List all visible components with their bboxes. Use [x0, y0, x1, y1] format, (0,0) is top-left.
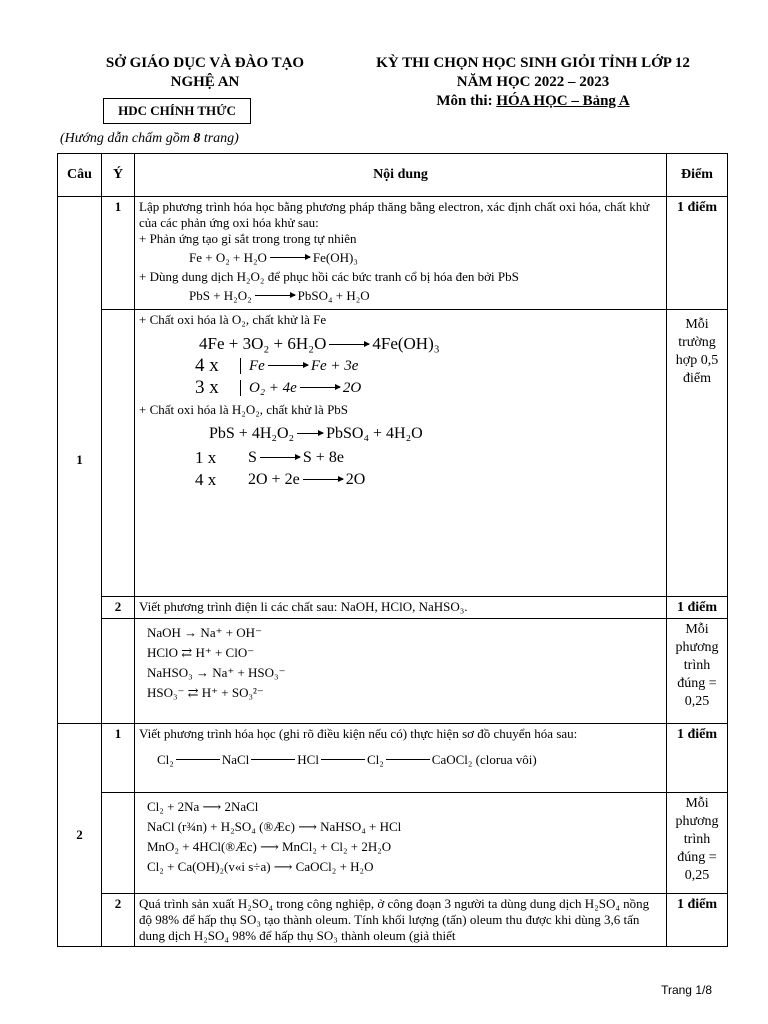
chain-item: CaOCl₂ (clorua vôi) — [431, 752, 537, 767]
arrow-icon — [303, 479, 343, 480]
half-reaction-eq — [240, 450, 344, 466]
chain-item: NaCl — [221, 752, 250, 767]
equation: HSO₃⁻ ⇄ H⁺ + SO₃²⁻ — [147, 685, 264, 700]
chain-item: Cl₂ — [366, 752, 384, 767]
chain-item: HCl — [297, 752, 319, 767]
subject-value: HÓA HỌC – Bảng A — [496, 93, 630, 109]
half-left: 2O + 2e — [248, 471, 300, 488]
half-reaction-eq — [240, 472, 365, 488]
answer-text: + Chất oxi hóa là O₂, chất khử là Fe — [139, 312, 327, 327]
score-cell — [667, 619, 728, 724]
arrow-icon — [251, 759, 295, 760]
half-right: S + 8e — [302, 449, 344, 466]
table-row — [58, 619, 728, 724]
subject-line — [338, 92, 728, 111]
arrow-icon — [300, 387, 340, 388]
equation-right: PbSO₄ + 4H₂O — [326, 425, 423, 442]
half-right: 2O — [342, 380, 362, 396]
arrow-icon — [270, 257, 310, 258]
table-row — [58, 597, 728, 619]
multiplier: 1 x — [195, 448, 217, 467]
part-number: 1 — [102, 197, 135, 310]
equation — [139, 336, 662, 352]
bullet-text: + Dùng dung dịch H₂O₂ để phục hồi các bức tranh cổ bị hóa đen bởi PbS — [139, 269, 519, 284]
equation: HClO ⇄ H⁺ + ClO⁻ — [147, 645, 255, 660]
half-right: 2O — [345, 471, 366, 488]
question-content — [135, 894, 667, 947]
question-text: Viết phương trình điện li các chất sau: NaOH, HClO, NaHSO₃. — [139, 599, 468, 614]
conversion-chain — [139, 752, 662, 768]
equation: NaHSO₃ → Na⁺ + HSO₃⁻ — [147, 665, 286, 680]
question-text: Lập phương trình hóa học bằng phương pháp thăng bằng electron, xác định chất oxi hóa, chất khử của các phản ứng oxi hóa khử sau: — [139, 199, 650, 230]
table-row — [58, 197, 728, 310]
equation-right: 4Fe(OH)₃ — [372, 334, 440, 353]
bullet-text: + Phản ứng tạo gỉ sắt trong trong tự nhiên — [139, 231, 357, 246]
multiplier: 4 x — [195, 470, 217, 489]
score-value: Mỗi phương trình đúng = 0,25 — [675, 622, 719, 709]
multiplier: 4 x — [195, 355, 219, 376]
half-left: S — [248, 449, 257, 466]
part-number-empty — [102, 793, 135, 894]
exam-title: KỲ THI CHỌN HỌC SINH GIỎI TỈNH LỚP 12 — [376, 55, 690, 71]
equation-left: PbS + 4H₂O₂ — [209, 425, 295, 442]
answer-content — [135, 310, 667, 597]
question-content — [135, 197, 667, 310]
equation-left: 4Fe + 3O₂ + 6H₂O — [199, 334, 327, 353]
half-reaction — [139, 472, 662, 488]
official-guide-box: HDC CHÍNH THỨC — [103, 98, 251, 124]
half-reaction — [139, 450, 662, 466]
half-reaction — [139, 377, 662, 398]
score-value: Mỗi trường hợp 0,5 điểm — [675, 317, 719, 386]
exam-title-block — [338, 54, 728, 111]
score-value: 1 điểm — [676, 600, 718, 615]
table-header-row — [58, 154, 728, 197]
equation — [139, 250, 662, 266]
table-row — [58, 894, 728, 947]
question-content — [135, 724, 667, 793]
arrow-icon — [255, 295, 295, 296]
col-header-score: Điểm — [667, 154, 728, 197]
part-number: 2 — [102, 894, 135, 947]
half-left: Fe — [249, 358, 265, 374]
guide-note-pre: (Hướng dẫn chấm gồm — [60, 131, 194, 146]
arrow-icon — [176, 759, 220, 760]
score-value: 1 điểm — [676, 897, 718, 912]
answer-content — [135, 793, 667, 894]
half-reaction-eq — [240, 358, 358, 374]
part-number-empty — [102, 310, 135, 597]
arrow-icon — [260, 457, 300, 458]
issuer-line-1: SỞ GIÁO DỤC VÀ ĐÀO TẠO — [105, 55, 305, 71]
score-cell — [667, 724, 728, 793]
equation: Cl₂ + 2Na ⟶ 2NaCl — [147, 799, 259, 814]
equation: NaCl (r¾n) + H₂SO₄ (®Æc) ⟶ NaHSO₄ + HCl — [147, 819, 402, 834]
half-left: O₂ + 4e — [249, 380, 297, 396]
equation: MnO₂ + 4HCl(®Æc) ⟶ MnCl₂ + Cl₂ + 2H₂O — [147, 839, 392, 854]
equation-right: PbSO₄ + H₂O — [297, 288, 370, 303]
answer-text: + Chất oxi hóa là H₂O₂, chất khử là PbS — [139, 402, 349, 417]
issuer-block — [60, 54, 350, 92]
arrow-icon — [321, 759, 365, 760]
score-cell — [667, 894, 728, 947]
score-cell — [667, 793, 728, 894]
arrow-icon — [329, 344, 369, 345]
table-row — [58, 793, 728, 894]
equation-right: Fe(OH)₃ — [312, 250, 358, 265]
issuer-line-2: NGHỆ AN — [170, 74, 240, 90]
arrow-icon — [268, 365, 308, 366]
col-header-content: Nội dung — [135, 154, 667, 197]
col-header-question: Câu — [58, 154, 102, 197]
question-content — [135, 597, 667, 619]
guide-note-post: trang) — [200, 131, 239, 146]
arrow-icon — [297, 433, 323, 434]
question-number: 2 — [58, 724, 102, 947]
half-reaction-eq — [240, 380, 361, 396]
guide-page-count: 8 — [193, 131, 201, 146]
table-row — [58, 724, 728, 793]
col-header-part: Ý — [102, 154, 135, 197]
marking-table — [57, 153, 728, 947]
part-number: 1 — [102, 724, 135, 793]
equation — [139, 426, 662, 442]
equation-left: Fe + O₂ + H₂O — [189, 250, 267, 265]
multiplier: 3 x — [195, 377, 219, 398]
equation: Cl₂ + Ca(OH)₂(v«i s÷a) ⟶ CaOCl₂ + H₂O — [147, 859, 374, 874]
score-cell — [667, 197, 728, 310]
answer-content — [135, 619, 667, 724]
page-number: Trang 1/8 — [661, 983, 712, 997]
score-cell — [667, 310, 728, 597]
half-right: Fe + 3e — [310, 358, 359, 374]
half-reaction — [139, 355, 662, 376]
question-number: 1 — [58, 197, 102, 724]
equation-left: PbS + H₂O₂ — [189, 288, 252, 303]
guide-note — [60, 131, 239, 147]
question-text: Viết phương trình hóa học (ghi rõ điều kiện nếu có) thực hiện sơ đồ chuyển hóa sau: — [139, 726, 578, 741]
equation: NaOH → Na⁺ + OH⁻ — [147, 625, 262, 640]
part-number-empty — [102, 619, 135, 724]
subject-label: Môn thi: — [436, 93, 497, 109]
part-number: 2 — [102, 597, 135, 619]
arrow-icon — [386, 759, 430, 760]
equation — [139, 288, 662, 304]
score-value: 1 điểm — [676, 200, 718, 215]
question-text: Quá trình sản xuất H₂SO₄ trong công nghiệp, ở công đoạn 3 người ta dùng dung dịch H₂SO₄ nồng độ 98% để hấp thụ SO₃ tạo thành oleum. Tính khối lượng (tấn) oleum thu được khi dùng 3,6 tấn dung dịch H₂SO₄ 98% để hấp thụ SO₃ thành oleum (giả thiết — [139, 896, 650, 943]
score-value: 1 điểm — [676, 727, 718, 742]
score-value: Mỗi phương trình đúng = 0,25 — [675, 796, 719, 883]
chain-item: Cl₂ — [157, 752, 174, 767]
table-row — [58, 310, 728, 597]
school-year: NĂM HỌC 2022 – 2023 — [456, 74, 610, 90]
score-cell — [667, 597, 728, 619]
